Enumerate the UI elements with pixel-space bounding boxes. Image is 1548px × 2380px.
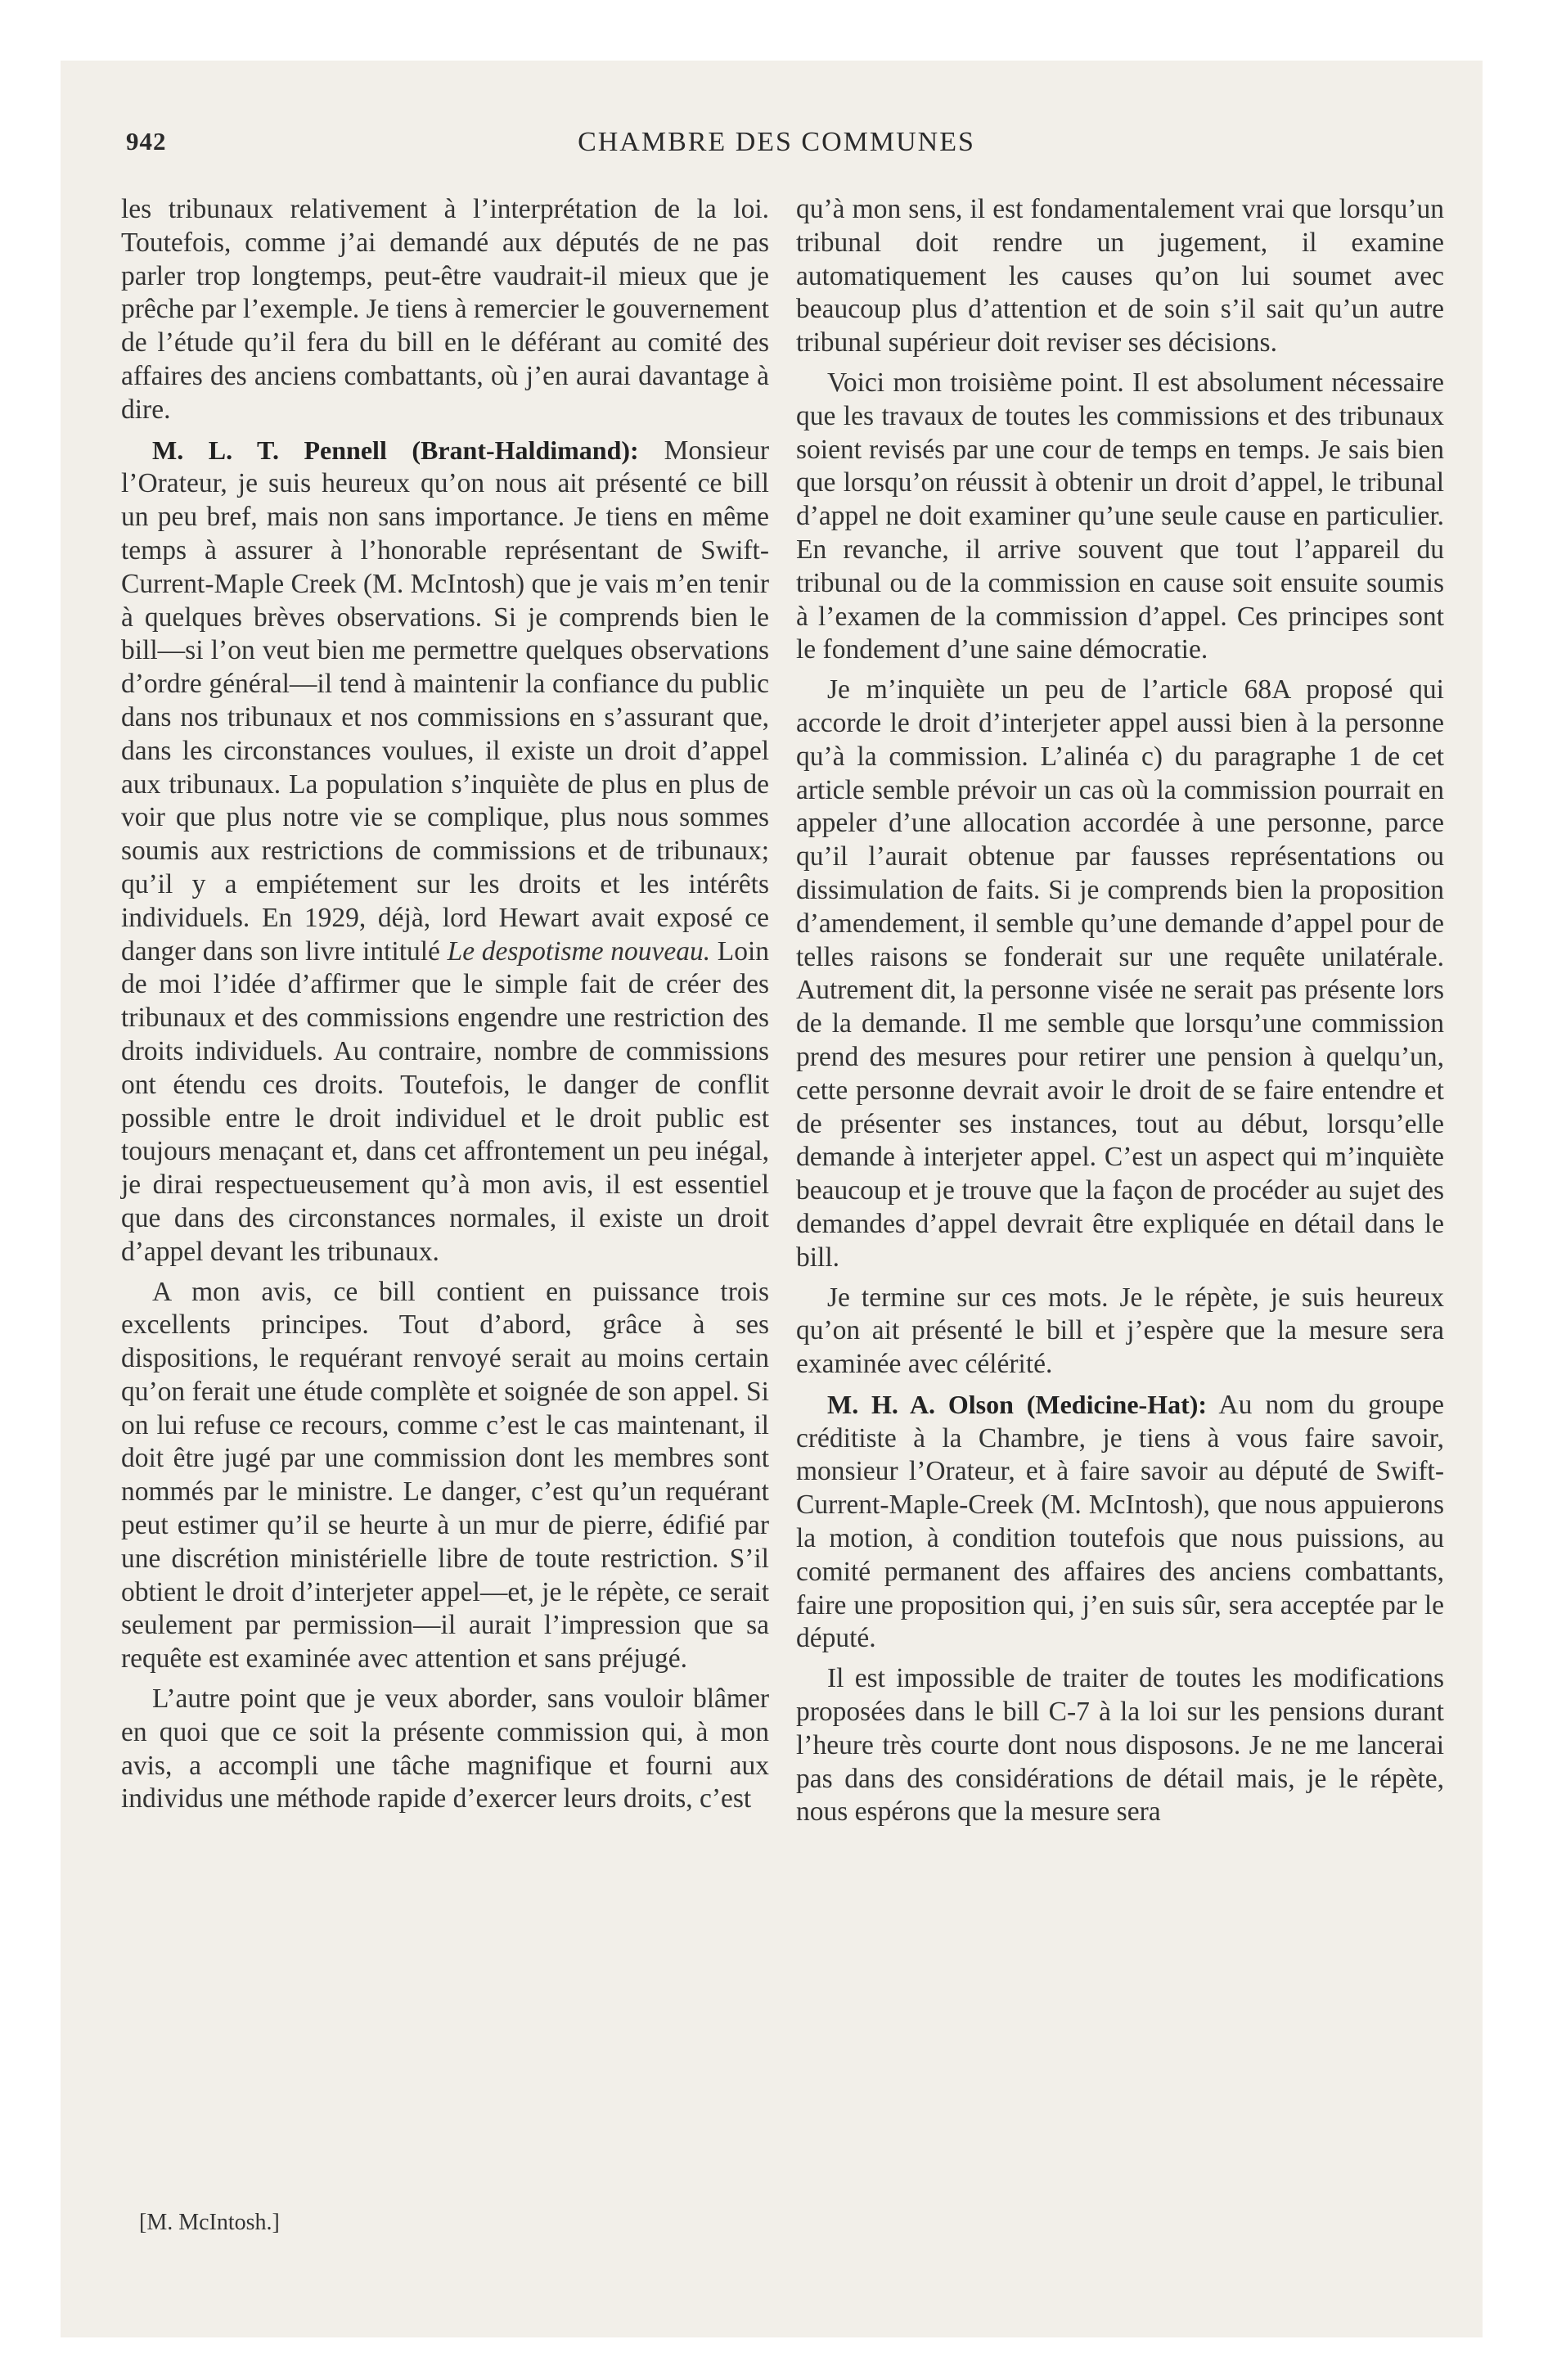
paragraph: Il est impossible de traiter de toutes les modifications proposées dans le bill C-7 à la loi sur les pensions durant l’heure très courte dont nous disposons. Je ne me lancerai pas dans des considérations de détail mais, je le répète, nous espérons que la mesure sera bbox=[796, 1663, 1444, 1828]
speaker-name: M. L. T. Pennell (Brant-Haldimand): bbox=[152, 435, 639, 465]
paragraph: Je m’inquiète un peu de l’article 68A proposé qui accorde le droit d’interjeter appel aussi bien à la personne qu’à la commission. L’alinéa c) du paragraphe 1 de cet article semble prévoir un cas où la commission pourrait en appeler d’une allocation accordée à une personne, parce qu’il l’aurait obtenue par fausses représentations ou dissimulation de faits. Si je comprends bien la proposition d’amendement, il semble qu’une demande d’appel pour de telles raisons se fonderait sur une requête unilatérale. Autrement dit, la personne visée ne serait pas présente lors de la demande. Il me semble que lorsqu’une commission prend des mesures pour retirer une pension à quelqu’un, cette personne devrait avoir le droit de se faire entendre et de présenter ses instances, tout au début, lorsqu’elle demande à interjeter appel. C’est un aspect qui m’inquiète beaucoup et je trouve que la façon de procéder au sujet des demandes d’appel devrait être expliquée en détail dans le bill. bbox=[796, 674, 1444, 1273]
footer-attribution: [M. McIntosh.] bbox=[139, 2210, 280, 2235]
speech-text: Monsieur l’Orateur, je suis heureux qu’on nous ait présenté ce bill un peu bref, mais non sans importance. Je tiens en même temps à assurer à l’honorable représentant de Swift-Current-Maple Creek (M. McIntosh) que je vais m’en tenir à quelques brèves observations. Si je comprends bien le bill—si l’on veut bien me permettre quelques observations d’ordre général—il tend à maintenir la confiance du public dans nos tribunaux et nos commissions en s’assurant que, dans les circonstances voulues, il existe un droit d’appel aux tribunaux. La population s’inquiète de plus en plus de voir que plus notre vie se complique, plus nous sommes soumis aux restrictions de commissions et de tribunaux; qu’il y a empiétement sur les droits et les intérêts individuels. En 1929, déjà, lord Hewart avait exposé ce danger dans son livre intitulé bbox=[121, 435, 770, 967]
paragraph: A mon avis, ce bill contient en puissance trois excellents principes. Tout d’abord, grâce à ses dispositions, le requérant renvoyé serait au moins certain qu’on ferait une étude complète et soignée de son appel. Si on lui refuse ce recours, comme c’est le cas maintenant, il doit être jugé par une commission dont les membres sont nommés par le ministre. Le danger, c’est qu’un requérant peut estimer qu’il se heurte à un mur de pierre, édifié par une discrétion ministérielle libre de toute restriction. S’il obtient le droit d’interjeter appel—et, je le répète, ce serait seulement par permission—il aurait l’impression que sa requête est examinée avec attention et sans préjugé. bbox=[121, 1276, 769, 1675]
right-column bbox=[796, 193, 1444, 1836]
paragraph bbox=[796, 1388, 1444, 1656]
speech-text: Au nom du groupe créditiste à la Chambre, je tiens à vous faire savoir, monsieur l’Orateur, et à faire savoir au député de Swift-Current-Maple-Creek (M. McIntosh), que nous appuierons la motion, à condition toutefois que nous puissions, au comité permanent des affaires des anciens combattants, faire une proposition qui, j’en suis sûr, sera acceptée par le député. bbox=[796, 1389, 1444, 1654]
running-head: CHAMBRE DES COMMUNES bbox=[578, 127, 975, 157]
speaker-name: M. H. A. Olson (Medicine-Hat): bbox=[827, 1389, 1208, 1419]
book-title: Le despotisme nouveau. bbox=[447, 935, 711, 967]
paragraph: les tribunaux relativement à l’interprétation de la loi. Toutefois, comme j’ai demandé aux députés de ne pas parler trop longtemps, peut-être vaudrait-il mieux que je prêche par l’exemple. Je tiens à remercier le gouvernement de l’étude qu’il fera du bill en le déférant au comité des affaires des anciens combattants, où j’en aurai davantage à dire. bbox=[121, 194, 769, 425]
left-column bbox=[121, 193, 769, 1823]
paragraph: Voici mon troisième point. Il est absolument nécessaire que les travaux de toutes les commissions et des tribunaux soient revisés par une cour de temps en temps. Je sais bien que lorsqu’on réussit à obtenir un droit d’appel, le tribunal d’appel ne doit examiner qu’une seule cause en particulier. En revanche, il arrive souvent que tout l’appareil du tribunal ou de la commission en cause soit ensuite soumis à l’examen de la commission d’appel. Ces principes sont le fondement d’une saine démocratie. bbox=[796, 367, 1444, 665]
paragraph: qu’à mon sens, il est fondamentalement vrai que lorsqu’un tribunal doit rendre un jugement, il examine automatiquement les causes qu’on lui soumet avec beaucoup plus d’attention et de soin s’il sait qu’un autre tribunal supérieur doit reviser ses décisions. bbox=[796, 194, 1444, 358]
speech-text: Loin de moi l’idée d’affirmer que le simple fait de créer des tribunaux et des commissions engendre une restriction des droits individuels. Au contraire, nombre de commissions ont étendu ces droits. Toutefois, le danger de conflit possible entre le droit individuel et le droit public est toujours menaçant et, dans cet affrontement un peu inégal, je dirai respectueusement qu’à mon avis, il est essentiel que dans des circonstances normales, il existe un droit d’appel devant les tribunaux. bbox=[121, 935, 770, 1267]
paragraph bbox=[121, 434, 769, 1269]
paragraph: Je termine sur ces mots. Je le répète, je suis heureux qu’on ait présenté le bill et j’espère que la mesure sera examinée avec célérité. bbox=[796, 1282, 1444, 1380]
page-header bbox=[126, 127, 1427, 168]
page-number: 942 bbox=[126, 127, 167, 156]
paragraph: L’autre point que je veux aborder, sans vouloir blâmer en quoi que ce soit la présente commission qui, à mon avis, a accompli une tâche magnifique et fourni aux individus une méthode rapide d’exercer leurs droits, c’est bbox=[121, 1684, 769, 1814]
